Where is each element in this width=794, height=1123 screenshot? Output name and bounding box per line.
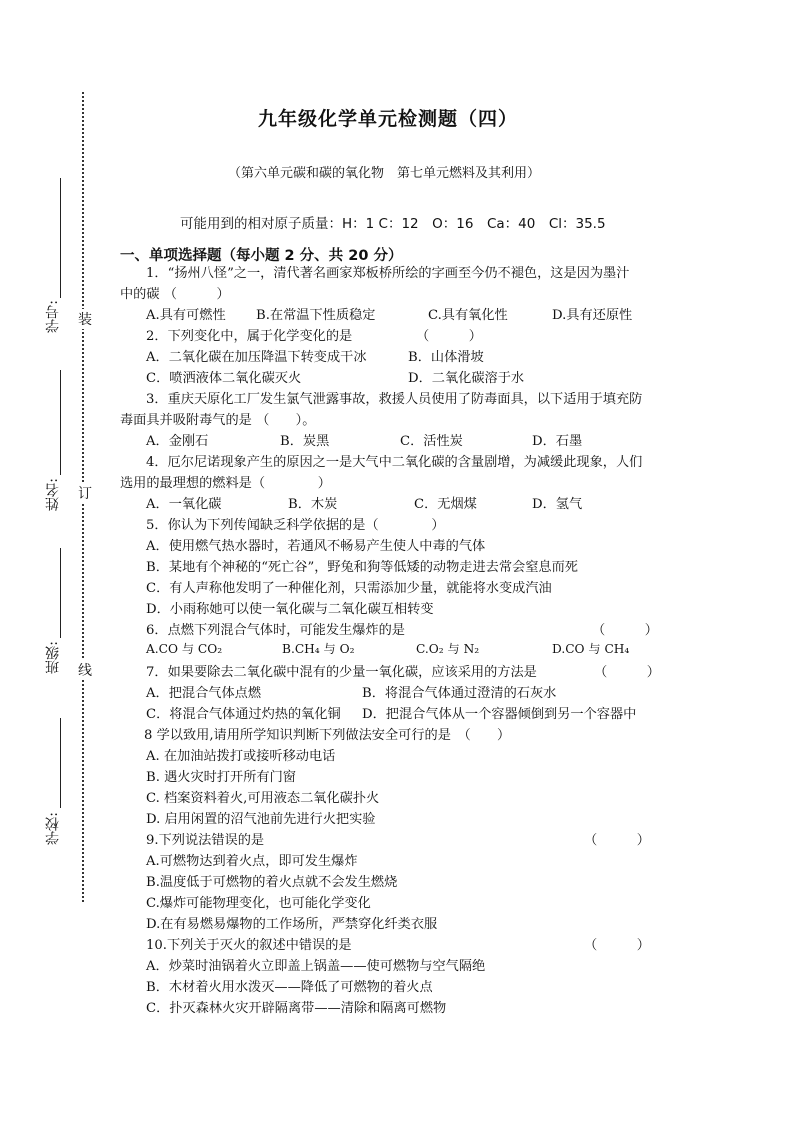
q1-stem: 1．“扬州八怪”之一，清代著名画家郑板桥所绘的字画至今仍不褪色，这是因为墨汁 xyxy=(146,266,630,281)
cut-char-ding: 订 xyxy=(78,483,92,503)
question-2 xyxy=(146,325,686,346)
q8-option-a[interactable]: A. 在加油站拨打或接听移动电话 xyxy=(146,749,336,764)
q4-option-c[interactable]: C．无烟煤 xyxy=(414,497,477,512)
q3-option-b[interactable]: B．炭黑 xyxy=(280,434,330,449)
school-blank[interactable] xyxy=(60,718,61,808)
q6-option-c[interactable]: C.O₂ 与 N₂ xyxy=(416,642,480,656)
q7-stem: 7．如果要除去二氧化碳中混有的少量一氧化碳，应该采用的方法是 xyxy=(146,665,537,680)
question-10 xyxy=(146,934,686,955)
q6-option-d[interactable]: D.CO 与 CH₄ xyxy=(552,642,630,656)
q5-option-d[interactable]: D．小雨称她可以使一氧化碳与二氧化碳互相转变 xyxy=(146,602,434,617)
question-7 xyxy=(146,661,686,682)
question-4 xyxy=(146,451,686,472)
q9-option-a[interactable]: A.可燃物达到着火点，即可发生爆炸 xyxy=(146,854,358,869)
q4-stem: 4．厄尔尼诺现象产生的原因之一是大气中二氧化碳的含量剧增，为减缓此现象，人们 xyxy=(146,455,643,470)
q6-option-b[interactable]: B.CH₄ 与 O₂ xyxy=(282,642,355,656)
q10-stem: 10.下列关于灭火的叙述中错误的是 xyxy=(146,938,352,953)
page-subtitle: （第六单元碳和碳的氧化物 第七单元燃料及其利用） xyxy=(228,166,541,181)
name-label: 姓名: xyxy=(45,478,61,511)
q9-option-c[interactable]: C.爆炸可能物理变化，也可能化学变化 xyxy=(146,896,371,911)
q8-option-b[interactable]: B. 遇火灾时打开所有门窗 xyxy=(146,770,296,785)
q4-option-b[interactable]: B．木炭 xyxy=(288,497,338,512)
student-id-blank[interactable] xyxy=(60,178,61,298)
questions-body xyxy=(120,262,686,1018)
q3-option-d[interactable]: D．石墨 xyxy=(532,434,583,449)
q7-option-a[interactable]: A．把混合气体点燃 xyxy=(146,686,262,701)
q2-option-b[interactable]: B．山体滑坡 xyxy=(408,350,484,365)
q6-option-a[interactable]: A.CO 与 CO₂ xyxy=(146,642,223,656)
question-9 xyxy=(146,829,686,850)
q10-option-a[interactable]: A．炒菜时油锅着火立即盖上锅盖——使可燃物与空气隔绝 xyxy=(146,959,486,974)
q3-stem-cont: 毒面具并吸附毒气的是 （ ）。 xyxy=(120,413,316,428)
q7-option-b[interactable]: B．将混合气体通过澄清的石灰水 xyxy=(362,686,557,701)
q1-option-a[interactable]: A.具有可燃性 xyxy=(146,308,226,323)
q7-answer-blank[interactable]: （ ） xyxy=(594,665,660,680)
question-3 xyxy=(146,388,686,409)
q2-option-a[interactable]: A．二氧化碳在加压降温下转变成干冰 xyxy=(146,350,367,365)
question-8 xyxy=(144,724,686,745)
class-label: 班级: xyxy=(45,641,61,674)
question-6 xyxy=(146,619,686,640)
q2-option-d[interactable]: D．二氧化碳溶于水 xyxy=(408,371,525,386)
page-title: 九年级化学单元检测题（四） xyxy=(258,108,519,130)
student-id-label: 学号: xyxy=(45,300,61,333)
q3-option-a[interactable]: A．金刚石 xyxy=(146,434,209,449)
q1-option-c[interactable]: C.具有氧化性 xyxy=(428,308,508,323)
class-blank[interactable] xyxy=(60,548,61,638)
q7-option-d[interactable]: D．把混合气体从一个容器倾倒到另一个容器中 xyxy=(362,707,637,722)
q6-stem: 6．点燃下列混合气体时，可能发生爆炸的是 xyxy=(146,623,405,638)
q3-stem: 3．重庆天原化工厂发生氯气泄露事故，救援人员使用了防毒面具，以下适用于填充防 xyxy=(146,392,643,407)
q10-option-c[interactable]: C．扑灭森林火灾开辟隔离带——清除和隔离可燃物 xyxy=(146,1001,447,1016)
q4-option-a[interactable]: A．一氧化碳 xyxy=(146,497,222,512)
cut-char-xian: 线 xyxy=(78,660,92,680)
q8-option-c[interactable]: C. 档案资料着火,可用液态二氧化碳扑火 xyxy=(146,791,380,806)
cut-char-zhuang: 装 xyxy=(78,309,92,329)
q2-answer-blank[interactable]: （ ） xyxy=(416,329,482,344)
school-label: 学校: xyxy=(45,812,61,845)
q8-stem: 8 学以致用,请用所学知识判断下列做法安全可行的是 （ ） xyxy=(144,728,511,743)
q3-option-c[interactable]: C．活性炭 xyxy=(400,434,463,449)
q1-option-d[interactable]: D.具有还原性 xyxy=(552,308,633,323)
q4-option-d[interactable]: D．氢气 xyxy=(532,497,583,512)
q6-answer-blank[interactable]: （ ） xyxy=(592,623,658,638)
q5-option-a[interactable]: A．使用燃气热水器时，若通风不畅易产生使人中毒的气体 xyxy=(146,539,486,554)
q8-option-d[interactable]: D. 启用闲置的沼气池前先进行火把实验 xyxy=(146,812,376,827)
q1-stem-cont: 中的碳 （ ） xyxy=(120,287,230,302)
q5-option-b[interactable]: B．某地有个神秘的“死亡谷”，野兔和狗等低矮的动物走进去常会窒息而死 xyxy=(146,560,578,575)
q2-option-c[interactable]: C．喷洒液体二氧化碳灭火 xyxy=(146,371,302,386)
question-5 xyxy=(146,514,686,535)
q9-stem: 9.下列说法错误的是 xyxy=(146,833,265,848)
q2-stem: 2．下列变化中，属于化学变化的是 xyxy=(146,329,353,344)
q10-answer-blank[interactable]: （ ） xyxy=(584,938,650,953)
atomic-masses: 可能用到的相对原子质量：H：1 C：12 O：16 Ca：40 Cl：35.5 xyxy=(180,216,606,232)
q9-option-d[interactable]: D.在有易燃易爆物的工作场所，严禁穿化纤类衣服 xyxy=(146,917,438,932)
q5-stem: 5．你认为下列传闻缺乏科学依据的是（ ） xyxy=(146,518,445,533)
q7-option-c[interactable]: C．将混合气体通过灼热的氧化铜 xyxy=(146,707,341,722)
q4-stem-cont: 选用的最理想的燃料是（ ） xyxy=(120,476,331,491)
question-1 xyxy=(146,262,686,283)
section-heading: 一、单项选择题（每小题 2 分、共 20 分） xyxy=(120,248,403,264)
q9-answer-blank[interactable]: （ ） xyxy=(584,833,650,848)
name-blank[interactable] xyxy=(60,370,61,475)
q5-option-c[interactable]: C．有人声称他发明了一种催化剂，只需添加少量，就能将水变成汽油 xyxy=(146,581,552,596)
q9-option-b[interactable]: B.温度低于可燃物的着火点就不会发生燃烧 xyxy=(146,875,398,890)
q10-option-b[interactable]: B．木材着火用水泼灭——降低了可燃物的着火点 xyxy=(146,980,433,995)
q1-option-b[interactable]: B.在常温下性质稳定 xyxy=(256,308,376,323)
